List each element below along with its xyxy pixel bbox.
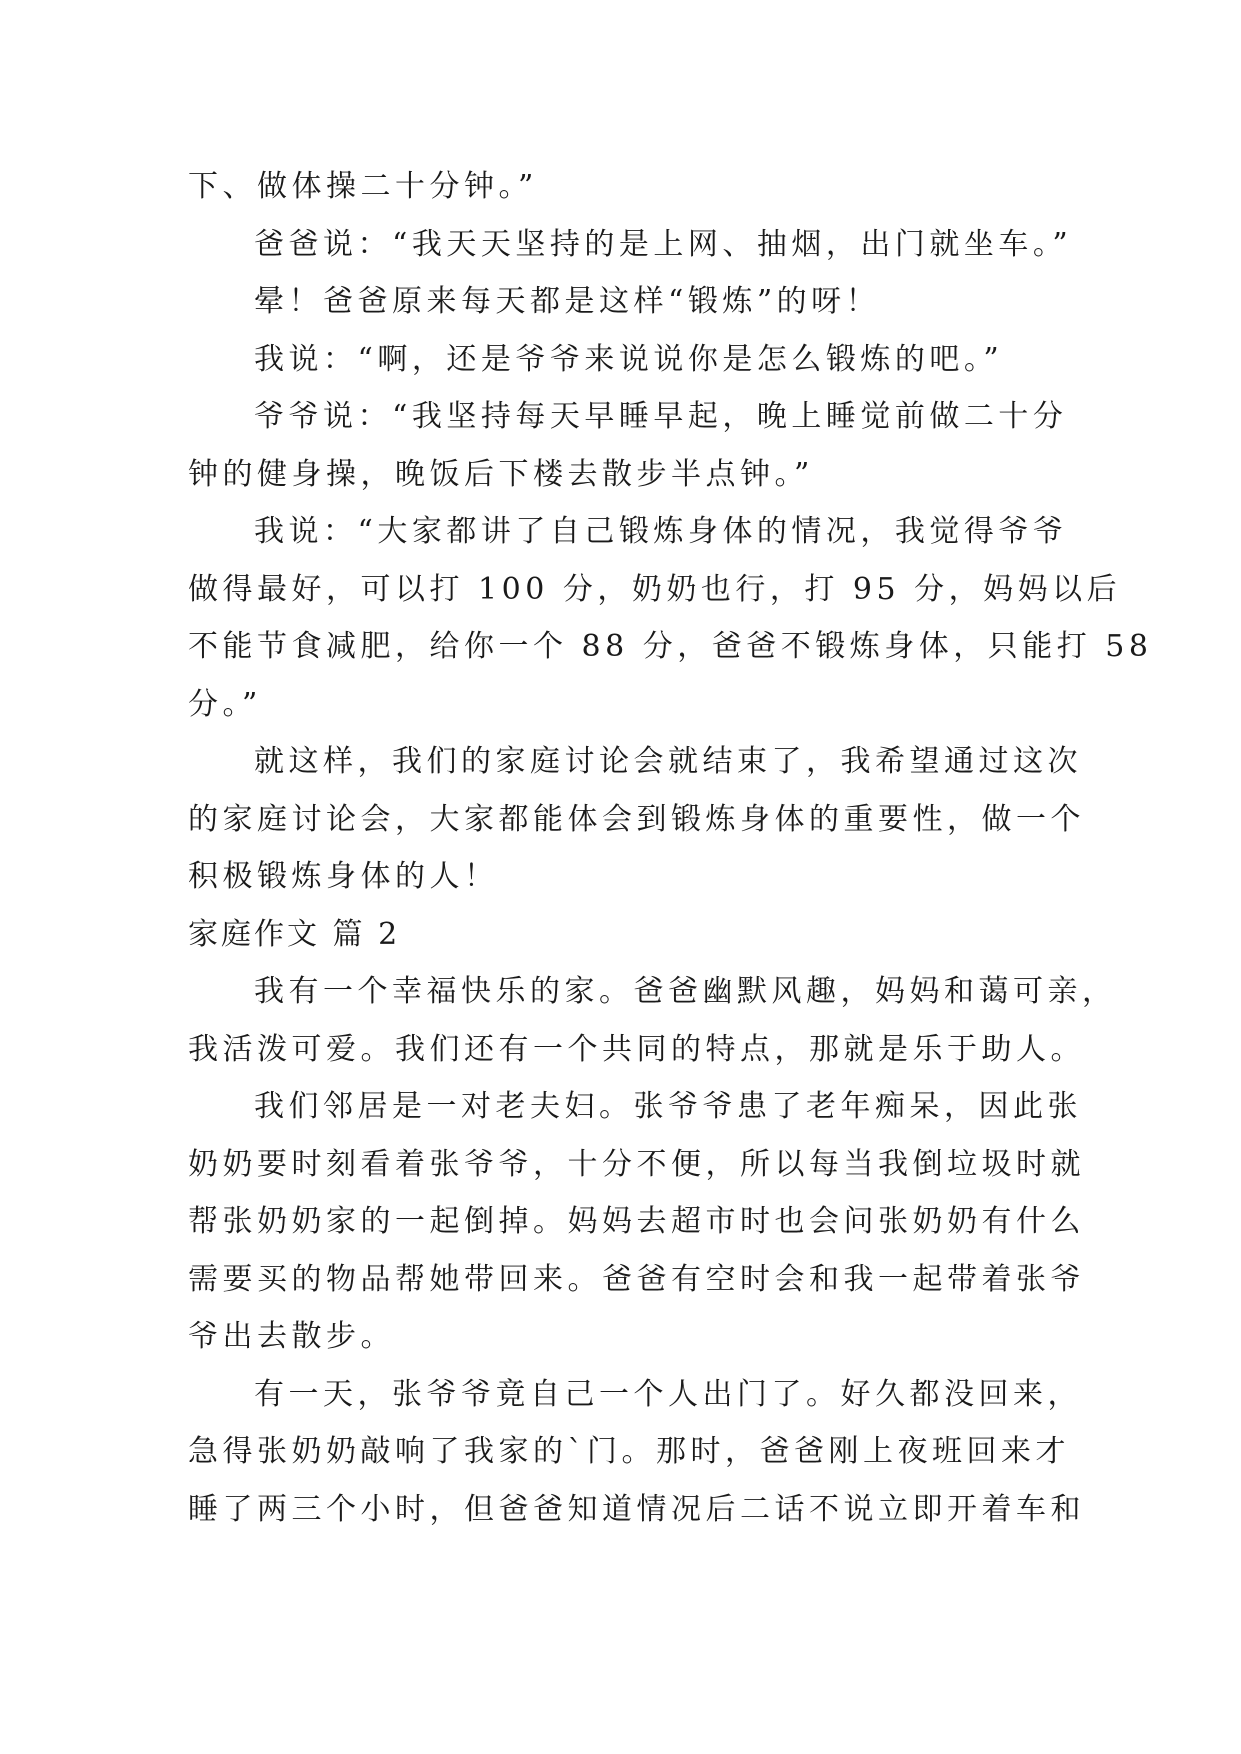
text-line: 急得张奶奶敲响了我家的`门。那时，爸爸刚上夜班回来才 [188, 1434, 1070, 1469]
text-line: 的家庭讨论会，大家都能体会到锻炼身体的重要性，做一个 [188, 801, 1085, 837]
paragraph-start-line: 就这样，我们的家庭讨论会就结束了，我希望通过这次 [254, 744, 1082, 779]
paragraph-start-line: 爸爸说：“我天天坚持的是上网、抽烟，出门就坐车。” [254, 226, 1073, 262]
paragraph-start-line: 我们邻居是一对老夫妇。张爷爷患了老年痴呆，因此张 [254, 1089, 1082, 1124]
paragraph-start-line: 我说：“啊，还是爷爷来说说你是怎么锻炼的吧。” [254, 341, 1004, 377]
text-line: 爷出去散步。 [188, 1319, 395, 1354]
text-line: 钟的健身操，晚饭后下楼去散步半点钟。” [188, 456, 814, 492]
paragraph-start-line: 我有一个幸福快乐的家。爸爸幽默风趣，妈妈和蔼可亲， [254, 974, 1117, 1009]
document-body [188, 158, 1153, 1538]
section-heading: 家庭作文 篇 2 [188, 916, 401, 952]
text-line: 积极锻炼身体的人！ [188, 859, 499, 894]
text-line: 奶奶要时刻看着张爷爷，十分不便，所以每当我倒垃圾时就 [188, 1146, 1085, 1182]
text-line: 下、做体操二十分钟。” [188, 169, 538, 204]
paragraph-start-line: 有一天，张爷爷竟自己一个人出门了。好久都没回来， [254, 1376, 1082, 1412]
paragraph-start-line: 晕！爸爸原来每天都是这样“锻炼”的呀！ [254, 284, 881, 319]
text-line: 睡了两三个小时，但爸爸知道情况后二话不说立即开着车和 [188, 1491, 1085, 1527]
text-line: 我活泼可爱。我们还有一个共同的特点，那就是乐于助人。 [188, 1031, 1085, 1067]
text-line: 需要买的物品帮她带回来。爸爸有空时会和我一起带着张爷 [188, 1261, 1085, 1297]
text-line: 不能节食减肥，给你一个 88 分，爸爸不锻炼身体，只能打 58 [188, 629, 1153, 664]
text-line: 分。” [188, 686, 262, 722]
paragraph-start-line: 爷爷说：“我坚持每天早睡早起，晚上睡觉前做二十分 [254, 399, 1068, 434]
text-line: 帮张奶奶家的一起倒掉。妈妈去超市时也会问张奶奶有什么 [188, 1204, 1085, 1239]
paragraph-start-line: 我说：“大家都讲了自己锻炼身体的情况，我觉得爷爷 [254, 514, 1068, 549]
text-line: 做得最好，可以打 100 分，奶奶也行，打 95 分，妈妈以后 [188, 571, 1122, 607]
